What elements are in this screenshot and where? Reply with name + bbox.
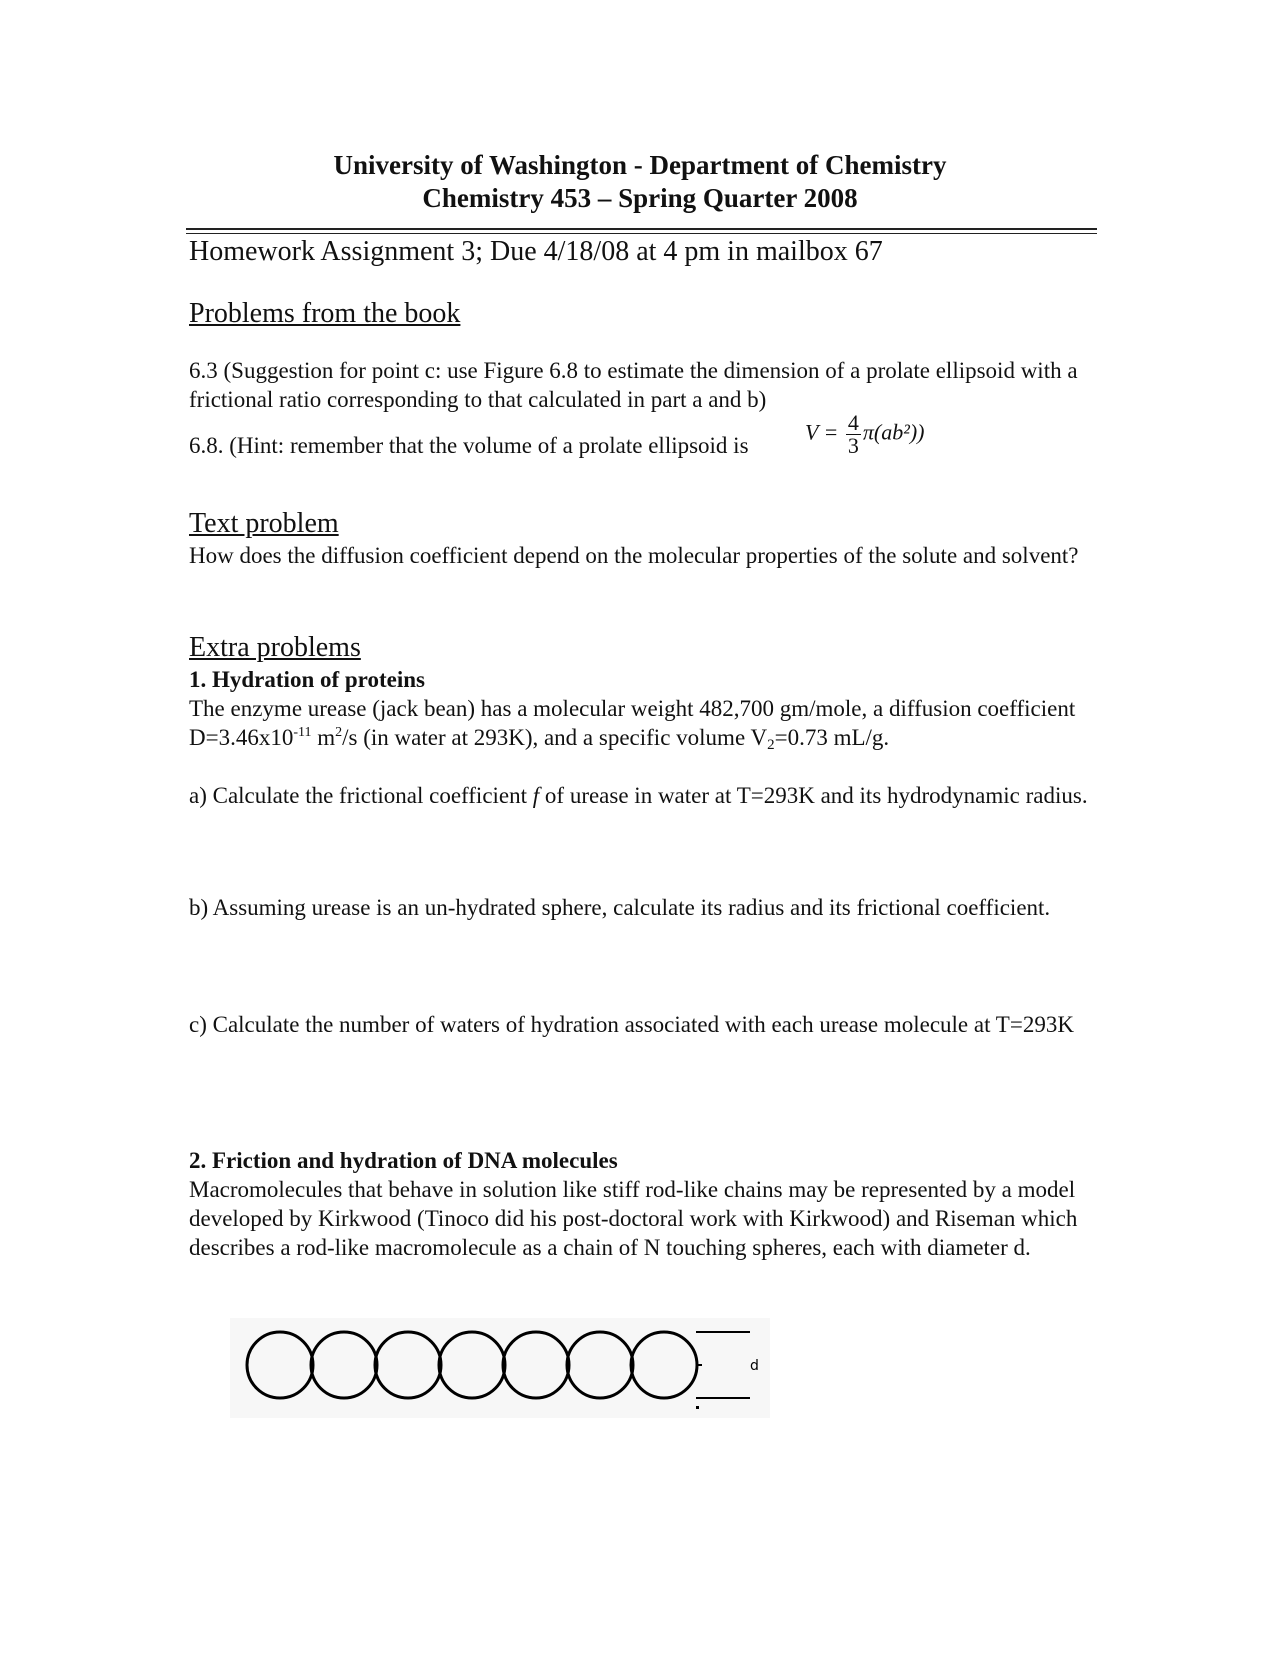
problem-6-8	[189, 431, 1109, 460]
header-rule-thick	[186, 228, 1097, 230]
problem-2-title: 2. Friction and hydration of DNA molecules	[189, 1148, 618, 1173]
urease-text-2: m	[311, 725, 336, 750]
figure-dot	[696, 1406, 699, 1409]
sphere-chain-figure	[230, 1318, 770, 1418]
text-problem-question: How does the diffusion coefficient depend on the molecular properties of the solute and solvent?	[189, 543, 1079, 568]
formula-numerator: 4	[847, 410, 859, 435]
extra-problems-heading: Extra problems	[189, 632, 361, 663]
formula-lhs: V =	[805, 419, 839, 445]
urease-text-4: =0.73 mL/g.	[774, 725, 890, 750]
problem-6-8-text: 6.8. (Hint: remember that the volume of a prolate ellipsoid is	[189, 433, 749, 458]
diameter-label: d	[750, 1358, 759, 1374]
problem-1-intro	[189, 694, 1109, 752]
squared: 2	[335, 725, 343, 740]
course-header: Chemistry 453 – Spring Quarter 2008	[422, 183, 858, 213]
exponent: -11	[293, 725, 312, 740]
ellipsoid-volume-formula	[805, 412, 925, 457]
problem-1a-text-1: a) Calculate the frictional coefficient	[189, 783, 533, 808]
problem-1-title: 1. Hydration of proteins	[189, 667, 425, 692]
problem-6-3: 6.3 (Suggestion for point c: use Figure 6.8 to estimate the dimension of a prolate ellipsoid with a frictional ratio corresponding to that calculated in part a and b)	[189, 358, 1078, 412]
book-problems-heading: Problems from the book	[189, 298, 461, 329]
header-rule-thin	[186, 233, 1097, 234]
university-header: University of Washington - Department of Chemistry	[333, 150, 947, 180]
formula-fraction	[846, 412, 861, 457]
problem-1a-text-2: of urease in water at T=293K and its hydrodynamic radius.	[539, 783, 1088, 808]
urease-text-3: /s (in water at 293K), and a specific volume V	[342, 725, 768, 750]
urease-text-1: The enzyme urease (jack bean) has a molecular weight 482,700 gm/mole, a diffusion coefficient D=3.46x10	[189, 696, 1076, 750]
frictional-symbol: f	[532, 783, 540, 808]
formula-rest: π(ab²))	[862, 419, 925, 445]
assignment-title: Homework Assignment 3; Due 4/18/08 at 4 pm in mailbox 67	[189, 236, 883, 267]
problem-1a	[189, 781, 1109, 810]
problem-1c: c) Calculate the number of waters of hydration associated with each urease molecule at T=293K	[189, 1012, 1074, 1037]
problem-1b: b) Assuming urease is an un-hydrated sphere, calculate its radius and its frictional coefficient.	[189, 895, 1051, 920]
problem-2-intro: Macromolecules that behave in solution like stiff rod-like chains may be represented by a model developed by Kirkwood (Tinoco did his post-doctoral work with Kirkwood) and Riseman which describes a rod-like macromolecule as a chain of N touching spheres, each with diameter d.	[189, 1177, 1078, 1260]
text-problem-heading: Text problem	[189, 508, 339, 539]
formula-denominator: 3	[847, 433, 859, 458]
subscript: 2	[767, 737, 775, 753]
